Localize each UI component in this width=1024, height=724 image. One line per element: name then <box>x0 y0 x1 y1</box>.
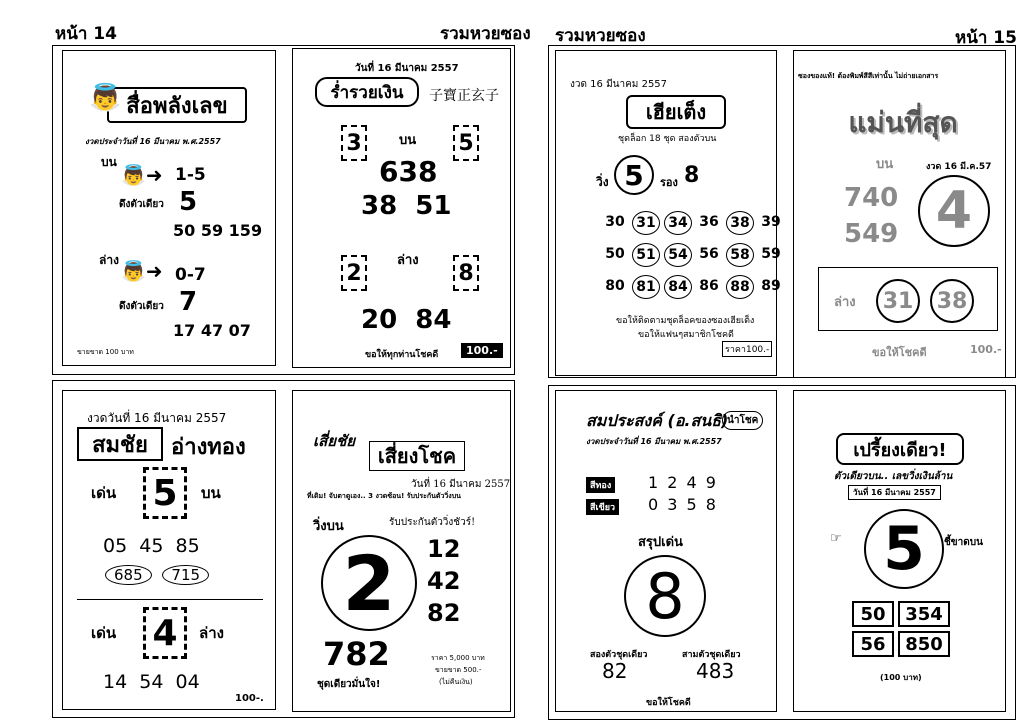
top-single-digit: 5 <box>179 187 198 217</box>
grid-number: 89 <box>761 278 781 294</box>
top-label: บน <box>101 155 117 169</box>
bottom-pair: 0-7 <box>175 265 206 285</box>
card-title-2: อ่างทอง <box>171 435 246 460</box>
top-left-digit: 3 <box>341 125 367 161</box>
three-digit: 782 <box>323 635 390 673</box>
card-date: งวดประจำวันที่ 16 มีนาคม พ.ศ.2557 <box>586 437 722 446</box>
numbers-row: 38 51 <box>361 191 452 221</box>
number-grid-row <box>602 275 784 299</box>
top-pair: 1-5 <box>175 165 206 185</box>
tagline: ที่เดิม! จับตาดูเอง.. 3 งวดซ้อน! รับประกันตัววิ่งบน <box>307 492 461 500</box>
grid-number: 56 <box>699 246 719 262</box>
oval-number: 715 <box>162 565 209 585</box>
gold-digits: 1 2 4 9 <box>648 473 718 492</box>
grid-number: 51 <box>632 243 660 267</box>
bottom-numbers: 14 54 04 <box>103 671 200 693</box>
right-section-title: รวมหวยซอง <box>555 26 646 46</box>
side-label: ชี้ขาดบน <box>944 537 983 548</box>
top-label: บน <box>201 484 221 502</box>
card-maen-thi-sut <box>793 50 1006 378</box>
price-badge: 100.- <box>461 343 503 358</box>
bottom-right-digit: 8 <box>453 255 479 291</box>
top-numbers: 05 45 85 <box>103 535 200 557</box>
bottom-label: ล่าง <box>834 295 856 310</box>
grid-number: 54 <box>664 243 692 267</box>
note-line-1: ขอให้ติดตามชุดล็อคของซองเฮียเต็ง <box>616 316 755 326</box>
run-label: วิ่ง <box>596 175 609 189</box>
card-subtitle: ชุดล็อก 18 ชุด สองตัวบน <box>618 134 717 144</box>
number-grid-row <box>602 243 784 267</box>
card-priang-diao <box>793 390 1006 712</box>
card-title: เฮียเต็ง <box>626 95 726 129</box>
bottom-left-digit: 2 <box>341 255 367 291</box>
card-title: เปรี้ยงเดียว! <box>836 433 964 465</box>
sub-digit: 8 <box>684 163 700 188</box>
grid-number: 80 <box>605 278 625 294</box>
card-date: วันที่ 16 มีนาคม 2557 <box>355 63 459 74</box>
top-digit: 5 <box>143 467 187 519</box>
arrow-icon: 👼➜ <box>121 259 163 283</box>
bottom-numbers: 17 47 07 <box>173 321 251 340</box>
lead-label-bottom: เด่น <box>91 624 117 642</box>
card-subtitle: ตัวเดียวบน.. เลขวิ่งเงินล้าน <box>834 471 953 482</box>
main-number: 638 <box>379 155 438 188</box>
top-label: บน <box>876 157 894 172</box>
left-page-number: หน้า 14 <box>55 24 117 44</box>
lead-label-top: เด่น <box>91 484 117 502</box>
card-price: ขายขาด 100 บาท <box>77 348 134 356</box>
left-section-title: รวมหวยซอง <box>440 24 531 44</box>
single-label-bottom: ดึงตัวเดียว <box>119 301 164 312</box>
bottom-label: ล่าง <box>397 253 419 268</box>
three-label: สามตัวชุดเดียว <box>682 650 741 660</box>
price-line-1: ราคา 5,000 บาท <box>431 654 485 662</box>
number-82: 82 <box>427 599 461 627</box>
low-number-2: 38 <box>930 279 974 323</box>
number-850: 850 <box>898 631 950 657</box>
bottom-label: ล่าง <box>99 253 119 267</box>
price-line-3: (ไม่คืนเงิน) <box>439 678 473 686</box>
grid-number: 50 <box>605 246 625 262</box>
guarantee-text: รับประกันตัววิ่งชัวร์! <box>389 517 476 528</box>
card-hia-teng <box>555 50 781 376</box>
card-notice: ซองของแท้! ต้องพิมพ์สีสีเท่านั้น ไม่ถ่ายเอกสาร <box>798 72 939 80</box>
wish-text: ขอให้ทุกท่านโชคดี <box>365 350 439 360</box>
card-somchai-angthong <box>62 390 276 710</box>
grid-number: 59 <box>761 246 781 262</box>
top-right-digit: 5 <box>453 125 479 161</box>
card-date: งวดประจำวันที่ 16 มีนาคม พ.ศ.2557 <box>85 137 221 146</box>
card-ruam-ruay-ngern <box>292 48 511 368</box>
card-title: แม่นที่สุด <box>848 106 958 139</box>
low-number-1: 31 <box>876 279 920 323</box>
card-som-prasong <box>555 390 777 712</box>
bottom-label: ล่าง <box>199 624 224 642</box>
price-line-2: ขายขาด 500.- <box>435 666 482 674</box>
top-label: บน <box>399 133 417 148</box>
price-text: (100 บาท) <box>880 673 922 682</box>
number-56: 56 <box>852 631 894 657</box>
card-title-1: สมชัย <box>77 427 163 461</box>
bottom-single-digit: 7 <box>179 287 198 317</box>
grid-number: 86 <box>699 278 719 294</box>
price-badge: ราคา100.- <box>722 341 772 357</box>
card-title: ร่ำรวยเงิน <box>315 77 419 107</box>
wish-text: ขอให้โชคดี <box>646 698 691 708</box>
card-date: งวด 16 มี.ค.57 <box>926 162 992 172</box>
single-label-top: ดึงตัวเดียว <box>119 199 164 210</box>
big-digit: 4 <box>918 175 990 247</box>
angel-icon: 👼 <box>89 83 122 113</box>
card-sia-chai-siang-chok <box>292 390 511 712</box>
run-digit: 5 <box>614 155 654 195</box>
seal-text: 子寶正玄子 <box>429 88 499 104</box>
number-12: 12 <box>427 535 461 563</box>
card-date: วันที่ 16 มีนาคม 2557 <box>848 485 941 500</box>
number-354: 354 <box>898 601 950 627</box>
right-page-number: หน้า 15 <box>955 28 1017 48</box>
grid-number: 30 <box>605 214 625 230</box>
grid-number: 84 <box>664 275 692 299</box>
number-740: 740 <box>844 183 899 213</box>
number-50: 50 <box>852 601 894 627</box>
card-date: วันที่ 16 มีนาคม 2557 <box>411 479 511 490</box>
grid-number: 58 <box>726 243 754 267</box>
oval-numbers <box>105 565 215 585</box>
price-text: 100.- <box>970 343 1002 356</box>
big-digit: 5 <box>864 509 944 589</box>
pointing-hand-icon: ☞ <box>830 531 842 546</box>
card-sue-palang-lek <box>62 50 276 366</box>
big-digit: 8 <box>624 555 706 637</box>
sure-text: ชุดเดียวมั่นใจ! <box>317 679 381 690</box>
grid-number: 31 <box>632 211 660 235</box>
number-grid-row <box>602 211 784 235</box>
card-title: สื่อพลังเลข <box>107 87 247 123</box>
summary-label: สรุปเด่น <box>638 535 683 550</box>
number-42: 42 <box>427 567 461 595</box>
oval-number: 685 <box>105 565 152 585</box>
price-text: 100-. <box>235 693 264 704</box>
note-line-2: ขอให้แฟนๆสมาชิกโชคดี <box>638 330 734 340</box>
green-digits: 0 3 5 8 <box>648 495 718 514</box>
grid-number: 88 <box>726 275 754 299</box>
wish-text: ขอให้โชคดี <box>872 346 927 359</box>
grid-number: 36 <box>699 214 719 230</box>
two-label: สองตัวชุดเดียว <box>590 650 648 660</box>
top-numbers: 50 59 159 <box>173 221 263 240</box>
grid-number: 34 <box>664 211 692 235</box>
green-label: สีเขียว <box>586 499 619 515</box>
sub-label: รอง <box>660 176 678 189</box>
bottom-digit: 4 <box>143 607 187 659</box>
divider <box>77 599 263 600</box>
card-title-1: เสี่ยชัย <box>313 432 356 450</box>
gold-label: สีทอง <box>586 477 615 493</box>
badge: นำโชค <box>722 411 763 430</box>
card-title: สมประสงค์ (อ.สนธิ) <box>586 411 729 430</box>
card-date: งวด 16 มีนาคม 2557 <box>570 79 668 90</box>
two-value: 82 <box>602 659 628 683</box>
grid-number: 81 <box>632 275 660 299</box>
number-549: 549 <box>844 219 899 249</box>
arrow-icon: 👼➜ <box>121 163 163 187</box>
run-label: วิ่งบน <box>313 519 344 534</box>
card-title-2: เสี่ยงโชค <box>369 441 465 471</box>
grid-number: 38 <box>726 211 754 235</box>
big-digit: 2 <box>321 535 417 631</box>
card-date: งวดวันที่ 16 มีนาคม 2557 <box>87 411 227 425</box>
grid-number: 39 <box>761 214 781 230</box>
three-value: 483 <box>696 659 735 683</box>
bottom-numbers: 20 84 <box>361 305 452 335</box>
